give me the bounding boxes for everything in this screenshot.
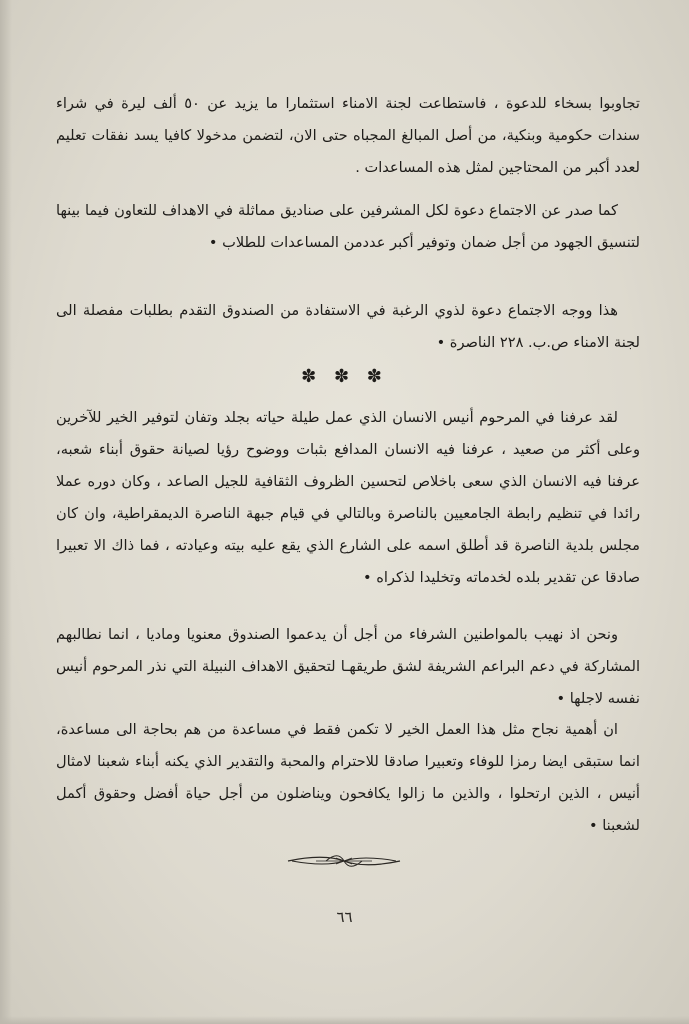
paragraph-text: تجاوبوا بسخاء للدعوة ، فاستطاعت لجنة الامناء استثمارا ما يزيد عن ٥٠ ألف ليرة في شراء سندات حكومية وبنكية، من أصل المبالغ المجباه حتى الان، لتضمن مدخولا كافيا يسد نفقات تعليم لعدد أكبر من المحتاجين لمثل هذه المساعدات . [56, 95, 640, 176]
paragraph-text: ان أهمية نجاح مثل هذا العمل الخير لا تكمن فقط في مساعدة من هم بحاجة الى مساعدة، انما ستبقى ايضا رمزا للوفاء وتعبيرا صادقا للاحترام والمحبة والتقدير الذي يكنه أبناء شعبنا لامثال أنيس ، الذين ارتحلوا ، والذين ما زالوا يكافحون ويناضلون من أجل حياة أفضل وحقوق أكمل لشعبنا • [56, 721, 640, 834]
paragraph-appeal-citizens [56, 619, 640, 715]
paragraph-text: لقد عرفنا في المرحوم أنيس الانسان الذي عمل طيلة حياته بجلد وتفان لتوفير الخير للآخرين وعلى أكثر من صعيد ، عرفنا فيه الانسان المدافع بثبات ووضوح رؤيا لصيانة حقوق أبناء شعبه، عرفنا فيه الانسان الذي سعى باخلاص لتحسين الظروف الثقافية للجيل الصاعد ، وكان دوره عملا رائدا في تنظيم رابطة الجامعيين بالناصرة وبالتالي في قيام جبهة الناصرة الديمقراطية، وان كان مجلس بلدية الناصرة قد أطلق اسمه على الشارع الذي يقع عليه بيته وعيادته ، فما ذاك الا تعبيرا صادقا عن تقدير بلده لخدماته وتخليدا لذكراه • [56, 409, 640, 586]
paragraph-text: كما صدر عن الاجتماع دعوة لكل المشرفين على صناديق مماثلة في الاهداف للتعاون فيما بينها لتنسيق الجهود من أجل ضمان وتوفير أكبر عددمن المساعدات للطلاب • [56, 202, 640, 251]
page-shadow-bottom [0, 1016, 689, 1024]
paragraph-application-call [56, 295, 640, 359]
page-shadow-left [0, 0, 12, 1024]
paragraph-text: ونحن اذ نهيب بالمواطنين الشرفاء من أجل أن يدعموا الصندوق معنويا وماديا ، انما نطالبهم المشاركة في دعم البراعم الشريفة لشق طريقهـا لتحقيق الاهداف النبيلة التي نذر المرحوم أنيس نفسه لاجلها • [56, 626, 640, 707]
section-separator-stars: ✽ ✽ ✽ [301, 366, 388, 387]
page-number: ٦٦ [336, 908, 353, 926]
paragraph-coordination-call [56, 195, 640, 259]
paragraph-fund-investment [56, 88, 640, 184]
decorative-flourish-icon [286, 850, 402, 872]
paragraph-tribute-anis [56, 402, 640, 594]
paragraph-importance [56, 714, 640, 842]
paragraph-text: هذا ووجه الاجتماع دعوة لذوي الرغبة في الاستفادة من الصندوق التقدم بطلبات مفصلة الى لجنة الامناء ص.ب. ٢٢٨ الناصرة • [56, 302, 640, 351]
